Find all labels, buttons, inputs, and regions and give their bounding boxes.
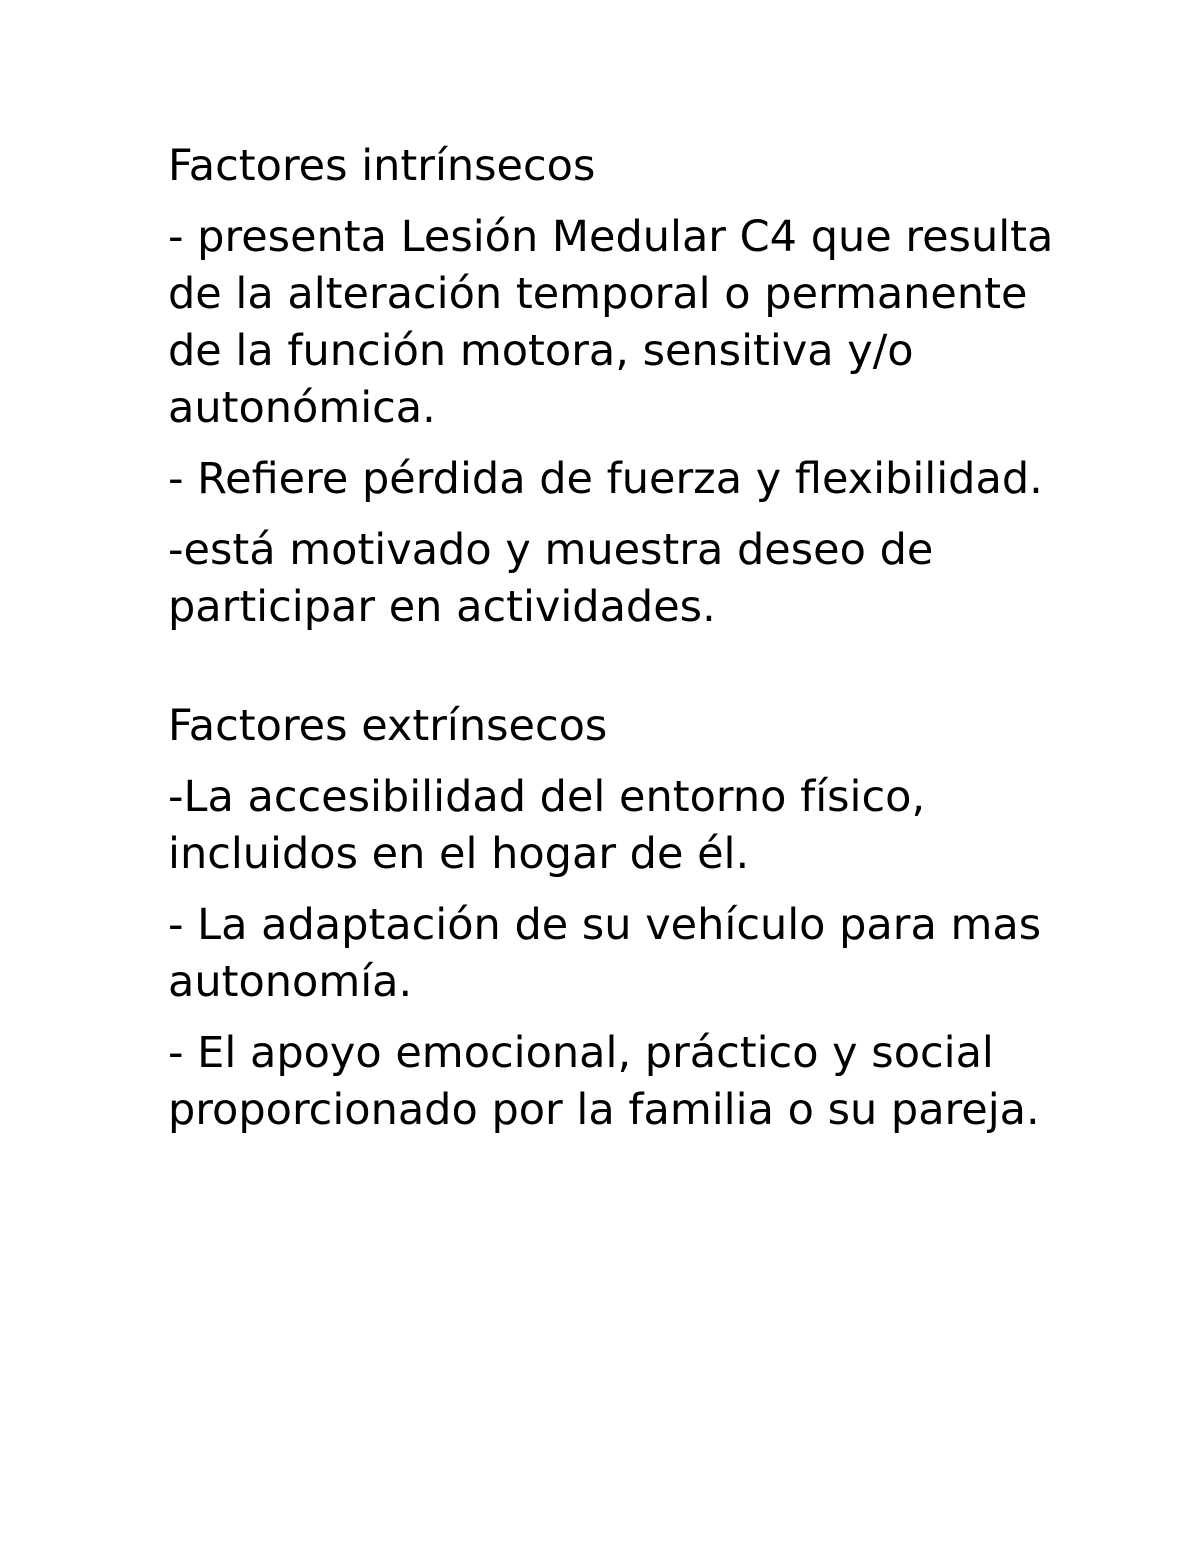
section-heading: Factores extrínsecos <box>168 701 608 751</box>
list-item: - presenta Lesión Medular C4 que resulta de la alteración temporal o permanente de la función motora, sensitiva y/o autonómica. <box>168 212 1054 433</box>
section-heading: Factores intrínsecos <box>168 141 596 191</box>
list-item: -La accesibilidad del entorno físico, incluidos en el hogar de él. <box>168 772 926 879</box>
section-extrinsic-factors <box>168 698 1068 1139</box>
list-item: - Refiere pérdida de fuerza y flexibilidad. <box>168 454 1043 504</box>
list-item: - El apoyo emocional, práctico y social proporcionado por la familia o su pareja. <box>168 1028 1040 1135</box>
section-intrinsic-factors <box>168 138 1068 636</box>
list-item: - La adaptación de su vehículo para mas autonomía. <box>168 900 1042 1007</box>
list-item: -está motivado y muestra deseo de participar en actividades. <box>168 525 934 632</box>
document-page <box>168 138 1068 1153</box>
